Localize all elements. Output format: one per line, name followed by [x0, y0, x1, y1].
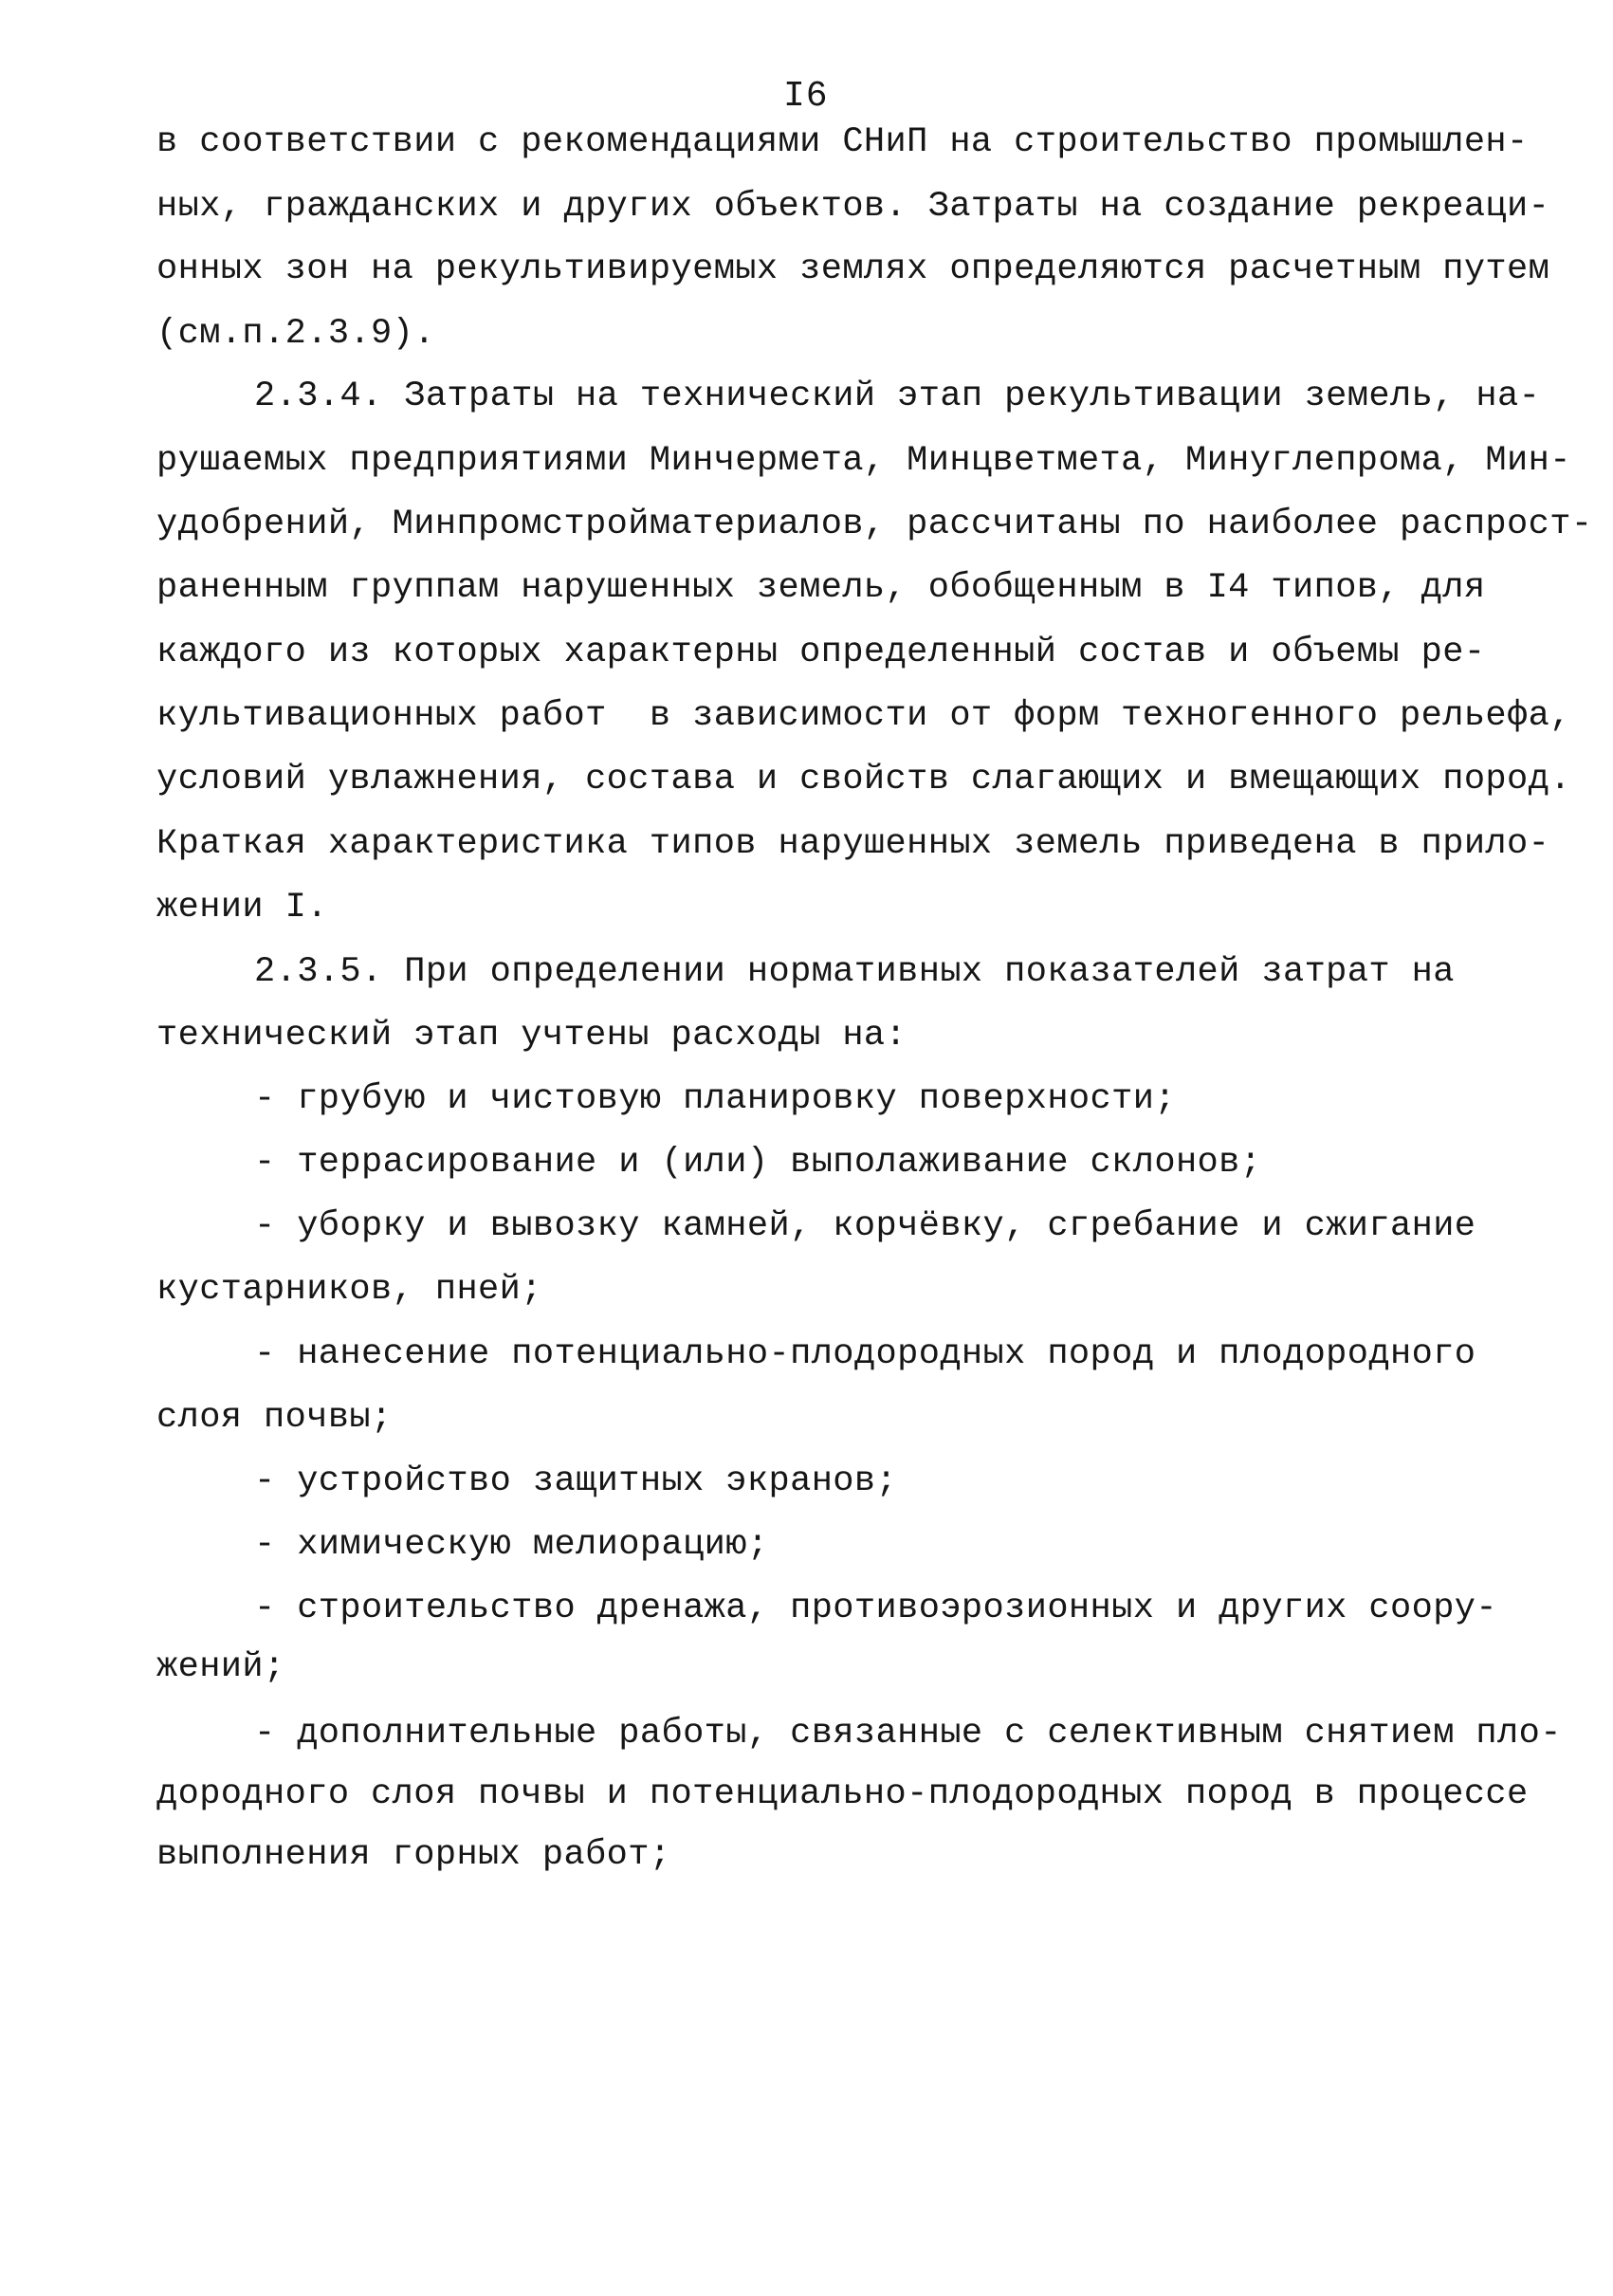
- text-line: культивационных работ в зависимости от форм техногенного рельефа,: [156, 696, 1571, 736]
- text-line: онных зон на рекультивируемых землях определяются расчетным путем: [156, 249, 1550, 289]
- list-item: - террасирование и (или) выполаживание склонов;: [254, 1143, 1262, 1183]
- text-line: Краткая характеристика типов нарушенных земель приведена в прило-: [156, 824, 1550, 864]
- list-item: - химическую мелиорацию;: [254, 1525, 769, 1565]
- text-line: дородного слоя почвы и потенциально-плодородных пород в процессе: [156, 1774, 1529, 1814]
- list-item: - дополнительные работы, связанные с селективным снятием пло-: [254, 1714, 1562, 1754]
- text-line: ных, гражданских и других объектов. Затраты на создание рекреаци-: [156, 187, 1550, 227]
- text-line: слоя почвы;: [156, 1398, 393, 1438]
- text-line: кустарников, пней;: [156, 1270, 542, 1310]
- text-line: удобрений, Минпромстройматериалов, рассчитаны по наиболее распрост-: [156, 505, 1593, 544]
- text-line: 2.3.4. Затраты на технический этап рекультивации земель, на-: [254, 377, 1541, 416]
- text-line: технический этап учтены расходы на:: [156, 1016, 907, 1056]
- list-item: - уборку и вывозку камней, корчёвку, сгребание и сжигание: [254, 1206, 1476, 1246]
- text-line: 2.3.5. При определении нормативных показателей затрат на: [254, 952, 1455, 992]
- text-line: условий увлажнения, состава и свойств слагающих и вмещающих пород.: [156, 760, 1571, 799]
- page-number: I6: [783, 76, 829, 117]
- list-item: - устройство защитных экранов;: [254, 1461, 898, 1501]
- list-item: - строительство дренажа, противоэрозионных и других соору-: [254, 1589, 1498, 1628]
- text-line: рушаемых предприятиями Минчермета, Минцветмета, Минуглепрома, Мин-: [156, 441, 1571, 481]
- text-line: жений;: [156, 1647, 285, 1687]
- text-line: раненным группам нарушенных земель, обобщенным в I4 типов, для: [156, 568, 1486, 608]
- text-line: выполнения горных работ;: [156, 1835, 671, 1875]
- text-line: каждого из которых характерны определенный состав и объемы ре-: [156, 633, 1486, 672]
- text-line: жении I.: [156, 888, 328, 928]
- text-line: (см.п.2.3.9).: [156, 314, 435, 354]
- text-line: в соответствии с рекомендациями СНиП на строительство промышлен-: [156, 122, 1529, 162]
- list-item: - грубую и чистовую планировку поверхности;: [254, 1079, 1176, 1119]
- list-item: - нанесение потенциально-плодородных пород и плодородного: [254, 1334, 1476, 1374]
